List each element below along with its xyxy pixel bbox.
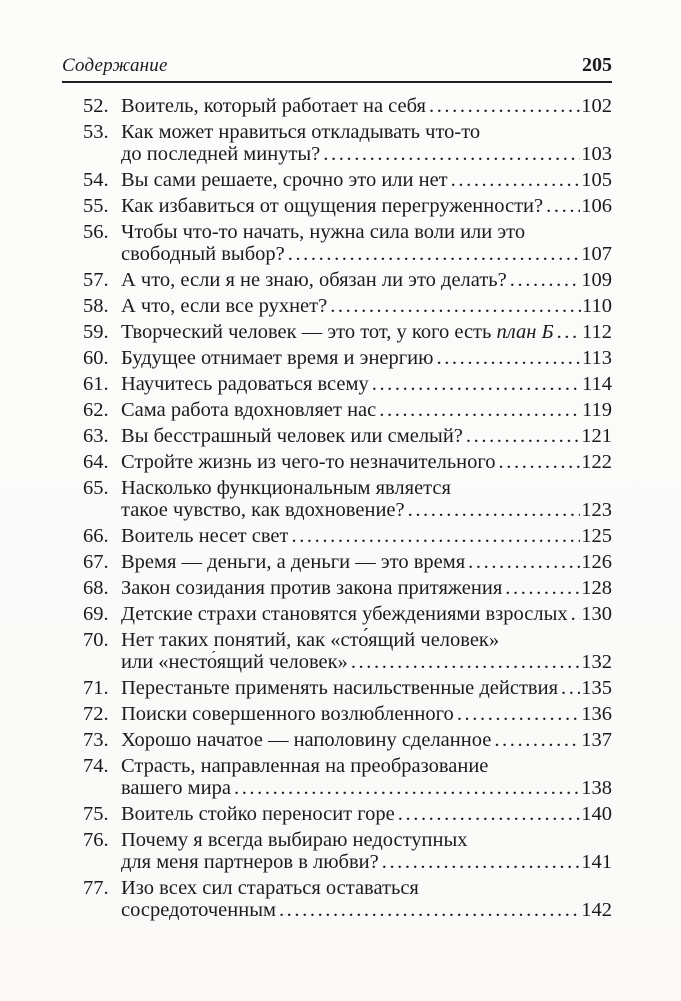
toc-entry-title: для меня партнеров в любви? xyxy=(121,851,379,873)
toc-entry-line xyxy=(121,347,612,369)
toc-entry-page: 132 xyxy=(581,651,612,673)
toc-entry-title: такое чувство, как вдохновение? xyxy=(121,499,405,521)
toc-entry-content xyxy=(121,829,612,873)
toc-entry-title: Детские страхи становятся убеждениями взрослых xyxy=(121,603,568,625)
toc-entry-number: 53. xyxy=(83,121,109,143)
toc-entry xyxy=(83,525,612,547)
toc-entry xyxy=(83,321,612,343)
toc-entry-content xyxy=(121,399,612,421)
toc-entry-page: 140 xyxy=(581,803,612,825)
toc-entry-title: Перестаньте применять насильственные действия xyxy=(121,677,558,699)
toc-entry-title: Время — деньги, а деньги — это время xyxy=(121,551,466,573)
toc-entry-number: 60. xyxy=(83,347,109,369)
dot-leader xyxy=(288,243,581,265)
toc-entry xyxy=(83,729,612,751)
toc-entry-line xyxy=(121,777,612,799)
toc-entry-title: до последней минуты? xyxy=(121,143,321,165)
toc-entry-content xyxy=(121,877,612,921)
toc-list xyxy=(62,95,612,921)
dot-leader xyxy=(546,195,580,217)
toc-entry-title: Воитель стойко переносит горе xyxy=(121,803,395,825)
dot-leader xyxy=(505,577,580,599)
toc-entry-number: 64. xyxy=(83,451,109,473)
toc-entry-content xyxy=(121,677,612,699)
toc-entry-line xyxy=(121,755,612,777)
toc-entry xyxy=(83,95,612,117)
toc-entry-number: 72. xyxy=(83,703,109,725)
toc-entry-title: вашего мира xyxy=(121,777,231,799)
toc-entry-page: 119 xyxy=(582,399,612,421)
toc-entry xyxy=(83,577,612,599)
toc-entry-page: 110 xyxy=(582,295,612,317)
toc-entry-page: 114 xyxy=(582,373,612,395)
toc-entry-number: 66. xyxy=(83,525,109,547)
toc-entry xyxy=(83,755,612,799)
toc-entry-line xyxy=(121,195,612,217)
dot-leader xyxy=(499,451,581,473)
toc-entry-content xyxy=(121,373,612,395)
toc-entry-title: Научитесь радоваться всему xyxy=(121,373,369,395)
toc-entry xyxy=(83,269,612,291)
toc-entry xyxy=(83,195,612,217)
dot-leader xyxy=(510,269,580,291)
dot-leader xyxy=(468,551,580,573)
running-header xyxy=(62,54,612,83)
toc-entry-title: Как может нравиться откладывать что-то xyxy=(121,121,481,143)
toc-entry-page: 128 xyxy=(581,577,612,599)
toc-entry-content xyxy=(121,121,612,165)
toc-entry-content xyxy=(121,321,612,343)
toc-entry-line xyxy=(121,477,612,499)
toc-entry-line xyxy=(121,703,612,725)
toc-entry-title: Будущее отнимает время и энергию xyxy=(121,347,434,369)
toc-entry-line xyxy=(121,143,612,165)
toc-entry xyxy=(83,877,612,921)
toc-entry-line xyxy=(121,803,612,825)
toc-entry-line xyxy=(121,169,612,191)
toc-entry-content xyxy=(121,269,612,291)
toc-entry-page: 106 xyxy=(581,195,612,217)
toc-entry xyxy=(83,803,612,825)
toc-entry xyxy=(83,829,612,873)
toc-entry-line xyxy=(121,551,612,573)
toc-entry-line xyxy=(121,899,612,921)
toc-entry-content xyxy=(121,295,612,317)
toc-entry-line xyxy=(121,425,612,447)
toc-entry xyxy=(83,451,612,473)
dot-leader xyxy=(291,525,580,547)
toc-entry-title: Хорошо начатое — наполовину сделанное xyxy=(121,729,492,751)
toc-entry-number: 62. xyxy=(83,399,109,421)
toc-entry-number: 55. xyxy=(83,195,109,217)
dot-leader xyxy=(382,851,581,873)
toc-entry-page: 136 xyxy=(581,703,612,725)
toc-entry-line xyxy=(121,373,612,395)
toc-entry-line xyxy=(121,121,612,143)
dot-leader xyxy=(451,169,581,191)
toc-entry-line xyxy=(121,399,612,421)
toc-entry-content xyxy=(121,425,612,447)
dot-leader xyxy=(557,321,581,343)
toc-entry xyxy=(83,477,612,521)
toc-entry-content xyxy=(121,551,612,573)
toc-entry xyxy=(83,603,612,625)
toc-entry-page: 130 xyxy=(581,603,612,625)
toc-entry-content xyxy=(121,525,612,547)
toc-entry-line xyxy=(121,269,612,291)
toc-entry-number: 58. xyxy=(83,295,109,317)
dot-leader xyxy=(561,677,580,699)
toc-entry-page: 137 xyxy=(581,729,612,751)
dot-leader xyxy=(408,499,581,521)
toc-entry-number: 71. xyxy=(83,677,109,699)
dot-leader xyxy=(398,803,580,825)
toc-entry-line xyxy=(121,851,612,873)
toc-entry-content xyxy=(121,729,612,751)
toc-entry-page: 113 xyxy=(582,347,612,369)
dot-leader xyxy=(494,729,580,751)
toc-entry xyxy=(83,347,612,369)
dot-leader xyxy=(372,373,581,395)
toc-entry-page: 102 xyxy=(581,95,612,117)
toc-entry-number: 69. xyxy=(83,603,109,625)
toc-entry-line xyxy=(121,221,612,243)
toc-entry-page: 121 xyxy=(581,425,612,447)
toc-entry-title: Нет таких понятий, как «сто́ящий человек» xyxy=(121,629,500,651)
toc-entry-content xyxy=(121,755,612,799)
toc-entry-line xyxy=(121,525,612,547)
toc-entry-line xyxy=(121,451,612,473)
toc-entry-title: Творческий человек — это тот, у кого есть план Б xyxy=(121,321,554,343)
toc-entry-title: А что, если я не знаю, обязан ли это делать? xyxy=(121,269,507,291)
toc-entry-page: 105 xyxy=(581,169,612,191)
toc-entry-number: 74. xyxy=(83,755,109,777)
toc-entry-number: 56. xyxy=(83,221,109,243)
toc-entry-number: 59. xyxy=(83,321,109,343)
toc-entry-number: 57. xyxy=(83,269,109,291)
dot-leader xyxy=(436,347,581,369)
toc-entry-line xyxy=(121,629,612,651)
toc-entry-content xyxy=(121,451,612,473)
toc-entry-line xyxy=(121,729,612,751)
toc-entry-content xyxy=(121,603,612,625)
dot-leader xyxy=(234,777,580,799)
dot-leader xyxy=(466,425,580,447)
toc-entry-page: 138 xyxy=(581,777,612,799)
toc-entry-content xyxy=(121,629,612,673)
toc-entry-number: 54. xyxy=(83,169,109,191)
dot-leader xyxy=(429,95,580,117)
toc-entry-page: 123 xyxy=(581,499,612,521)
dot-leader xyxy=(457,703,580,725)
toc-entry-content xyxy=(121,169,612,191)
toc-entry-line xyxy=(121,577,612,599)
toc-entry-content xyxy=(121,577,612,599)
toc-entry-line xyxy=(121,651,612,673)
page-number: 205 xyxy=(582,54,612,76)
toc-entry-page: 109 xyxy=(581,269,612,291)
toc-entry-page: 122 xyxy=(581,451,612,473)
toc-entry-title: А что, если все рухнет? xyxy=(121,295,328,317)
toc-entry-page: 107 xyxy=(581,243,612,265)
toc-entry-number: 65. xyxy=(83,477,109,499)
toc-entry-line xyxy=(121,321,612,343)
toc-entry-title: Поиски совершенного возлюбленного xyxy=(121,703,454,725)
toc-entry-title: Сама работа вдохновляет нас xyxy=(121,399,377,421)
toc-entry-content xyxy=(121,347,612,369)
toc-entry-number: 75. xyxy=(83,803,109,825)
toc-entry xyxy=(83,399,612,421)
toc-entry-title: Как избавиться от ощущения перегруженности? xyxy=(121,195,544,217)
toc-entry-title: Закон созидания против закона притяжения xyxy=(121,577,503,599)
toc-entry xyxy=(83,121,612,165)
dot-leader xyxy=(351,651,580,673)
toc-entry-line xyxy=(121,677,612,699)
toc-entry-title: Изо всех сил стараться оставаться xyxy=(121,877,419,899)
toc-entry-number: 73. xyxy=(83,729,109,751)
toc-entry-number: 77. xyxy=(83,877,109,899)
toc-entry-content xyxy=(121,95,612,117)
toc-entry-number: 76. xyxy=(83,829,109,851)
toc-entry-number: 52. xyxy=(83,95,109,117)
toc-entry xyxy=(83,295,612,317)
toc-entry-content xyxy=(121,221,612,265)
page-header-title: Содержание xyxy=(62,55,168,76)
toc-entry-content xyxy=(121,803,612,825)
toc-entry-line xyxy=(121,603,612,625)
toc-entry xyxy=(83,677,612,699)
toc-entry-content xyxy=(121,195,612,217)
toc-entry-title: Вы сами решаете, срочно это или нет xyxy=(121,169,448,191)
toc-entry-title: Страсть, направленная на преобразование xyxy=(121,755,489,777)
toc-entry xyxy=(83,169,612,191)
toc-entry-line xyxy=(121,829,612,851)
toc-entry-title: Стройте жизнь из чего-то незначительного xyxy=(121,451,496,473)
toc-entry-number: 67. xyxy=(83,551,109,573)
toc-entry xyxy=(83,221,612,265)
toc-entry-line xyxy=(121,243,612,265)
toc-entry-content xyxy=(121,477,612,521)
toc-entry-title: Насколько функциональным является xyxy=(121,477,451,499)
toc-entry-number: 61. xyxy=(83,373,109,395)
toc-entry-page: 125 xyxy=(581,525,612,547)
toc-entry-line xyxy=(121,95,612,117)
toc-entry-line xyxy=(121,499,612,521)
toc-entry-number: 63. xyxy=(83,425,109,447)
toc-entry-page: 103 xyxy=(581,143,612,165)
toc-entry-title: или «несто́ящий человек» xyxy=(121,651,348,673)
toc-entry-page: 141 xyxy=(581,851,612,873)
toc-entry xyxy=(83,425,612,447)
toc-entry xyxy=(83,373,612,395)
toc-entry-line xyxy=(121,877,612,899)
toc-entry-title: Вы бесстрашный человек или смелый? xyxy=(121,425,463,447)
toc-entry-title: Чтобы что-то начать, нужна сила воли или это xyxy=(121,221,526,243)
toc-entry-title: Почему я всегда выбираю недоступных xyxy=(121,829,468,851)
toc-entry xyxy=(83,551,612,573)
dot-leader xyxy=(323,143,580,165)
dot-leader xyxy=(379,399,581,421)
toc-entry xyxy=(83,703,612,725)
toc-entry xyxy=(83,629,612,673)
toc-entry-title: Воитель, который работает на себя xyxy=(121,95,426,117)
toc-entry-page: 135 xyxy=(581,677,612,699)
toc-entry-number: 70. xyxy=(83,629,109,651)
toc-entry-page: 126 xyxy=(581,551,612,573)
toc-entry-title: Воитель несет свет xyxy=(121,525,289,547)
dot-leader xyxy=(330,295,581,317)
toc-entry-page: 112 xyxy=(582,321,612,343)
dot-leader xyxy=(571,603,581,625)
toc-entry-title: сосредоточенным xyxy=(121,899,276,921)
toc-entry-page: 142 xyxy=(581,899,612,921)
dot-leader xyxy=(279,899,580,921)
toc-entry-title: свободный выбор? xyxy=(121,243,285,265)
toc-entry-line xyxy=(121,295,612,317)
toc-entry-number: 68. xyxy=(83,577,109,599)
toc-entry-content xyxy=(121,703,612,725)
